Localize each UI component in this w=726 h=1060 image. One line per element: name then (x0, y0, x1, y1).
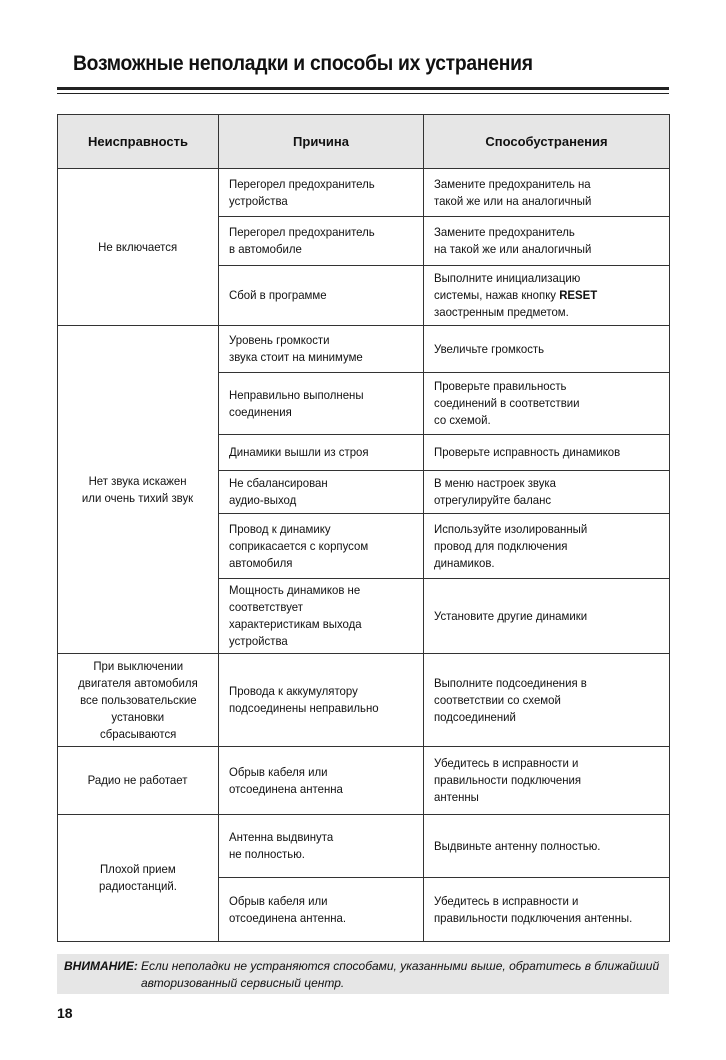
cause-cell: Перегорел предохранитель устройства (219, 169, 424, 217)
header-cause: Причина (219, 115, 424, 169)
solution-cell: В меню настроек звука отрегулируйте баланс (424, 471, 670, 514)
cause-cell: Обрыв кабеля или отсоединена антенна. (219, 878, 424, 942)
solution-cell: Используйте изолированный провод для подключения динамиков. (424, 514, 670, 579)
table-row (58, 815, 670, 878)
solution-cell: Убедитесь в исправности и правильности подключения антенны (424, 747, 670, 815)
header-solution: Способустранения (424, 115, 670, 169)
cause-cell: Провод к динамику соприкасается с корпусом автомобиля (219, 514, 424, 579)
solution-cell: Установите другие динамики (424, 579, 670, 654)
cause-cell: Уровень громкости звука стоит на минимуме (219, 326, 424, 373)
cause-cell: Провода к аккумулятору подсоединены неправильно (219, 654, 424, 747)
cause-cell: Неправильно выполнены соединения (219, 373, 424, 435)
solution-cell: Проверьте исправность динамиков (424, 435, 670, 471)
title-rule-thin (57, 93, 669, 94)
cause-cell: Перегорел предохранитель в автомобиле (219, 217, 424, 266)
solution-cell: Выдвиньте антенну полностью. (424, 815, 670, 878)
header-problem: Неисправность (58, 115, 219, 169)
table-row (58, 326, 670, 373)
solution-cell: Убедитесь в исправности и правильности подключения антенны. (424, 878, 670, 942)
cause-cell: Динамики вышли из строя (219, 435, 424, 471)
table-row (58, 654, 670, 747)
solution-cell: Увеличьте громкость (424, 326, 670, 373)
table-row (58, 169, 670, 217)
solution-cell: Замените предохранитель на такой же или аналогичный (424, 217, 670, 266)
solution-cell: Выполните подсоединения в соответствии со схемой подсоединений (424, 654, 670, 747)
cause-cell: Обрыв кабеля или отсоединена антенна (219, 747, 424, 815)
solution-cell: Выполните инициализацию системы, нажав кнопку RESET заостренным предметом. (424, 266, 670, 326)
page-number: 18 (57, 1005, 73, 1021)
reset-keyword: RESET (559, 288, 598, 302)
table-header-row (58, 115, 670, 169)
table-row (58, 747, 670, 815)
cause-cell: Сбой в программе (219, 266, 424, 326)
cause-cell: Мощность динамиков не соответствует характеристикам выхода устройства (219, 579, 424, 654)
problem-cell: Нет звука искажен или очень тихий звук (58, 326, 219, 654)
warning-text: Если неполадки не устраняются способами, указанными выше, обратитесь в ближайший авторизованный сервисный центр. (141, 959, 660, 990)
problem-cell: Плохой прием радиостанций. (58, 815, 219, 942)
problem-cell: Радио не работает (58, 747, 219, 815)
cause-cell: Не сбалансирован аудио-выход (219, 471, 424, 514)
page-title: Возможные неполадки и способы их устранения (73, 52, 533, 75)
solution-cell: Замените предохранитель на такой же или на аналогичный (424, 169, 670, 217)
title-rule-thick (57, 87, 669, 90)
solution-cell: Проверьте правильность соединений в соответствии со схемой. (424, 373, 670, 435)
problem-cell: При выключении двигателя автомобиля все пользовательские установки сбрасываются (58, 654, 219, 747)
problem-cell: Не включается (58, 169, 219, 326)
warning-label: ВНИМАНИЕ: (64, 959, 138, 973)
warning-note (57, 954, 669, 994)
troubleshooting-table (57, 114, 670, 942)
cause-cell: Антенна выдвинута не полностью. (219, 815, 424, 878)
